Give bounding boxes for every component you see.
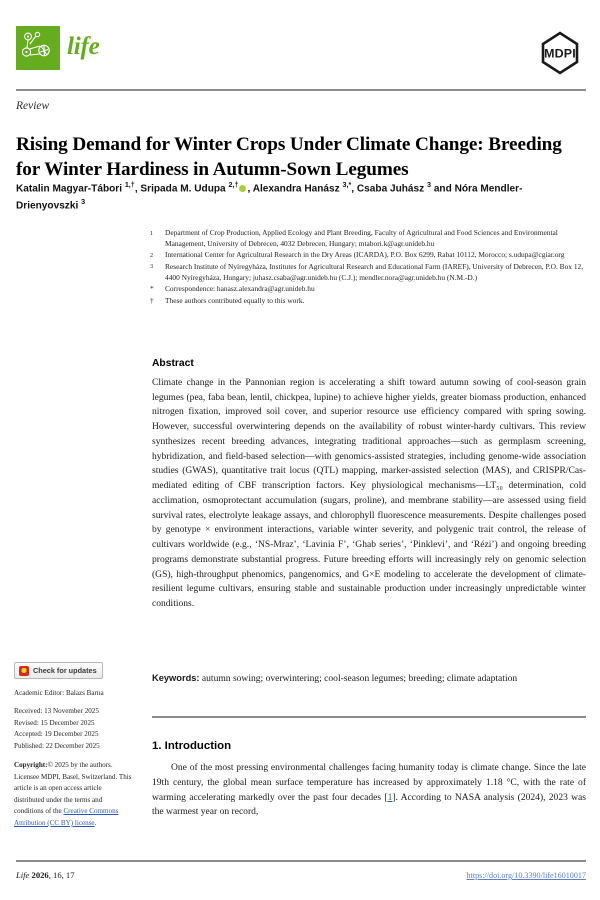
correspondence-item [150, 284, 586, 295]
abstract-section [152, 358, 586, 612]
intro-text-part2: ]. According to NASA analysis (2024), 2023 was the warmest year on record, [152, 791, 586, 818]
masthead [16, 26, 586, 86]
page-title: Rising Demand for Winter Crops Under Climate Change: Breeding for Winter Hardiness in Autumn-Sown Legumes [16, 133, 562, 181]
introduction-paragraph [152, 761, 586, 820]
affiliation-item [150, 262, 586, 284]
life-logo-icon [16, 26, 60, 70]
affiliation-item [150, 250, 586, 261]
affiliation-marker: 2 [150, 251, 154, 259]
affiliation-text: Research Institute of Nyíregyháza, Institutes for Agricultural Research and Educational Farm (IAREF), University of Debrecen, P.O. Box 12, 4400 Nyíregyháza, Hungary; juhasz.csaba@agr.unideb.hu (C.J.); mendler.nora@agr.unideb.hu (N.M.-D.) [165, 261, 584, 282]
journal-logo[interactable] [16, 26, 100, 70]
abstract-heading: Abstract [152, 358, 194, 369]
footer-volume-page: , 16, 17 [48, 870, 75, 880]
affiliation-marker: 1 [150, 229, 154, 237]
citation-link-1[interactable]: 1 [387, 791, 393, 803]
check-for-updates-label: Check for updates [33, 666, 97, 675]
equal-contribution-marker: † [150, 295, 154, 305]
publication-dates [14, 706, 132, 752]
equal-contribution-text: These authors contributed equally to this work. [165, 295, 305, 305]
crossmark-icon [19, 666, 29, 676]
affiliation-marker: 3 [150, 263, 154, 271]
mdpi-logo-icon[interactable] [534, 27, 586, 79]
affiliation-text: Department of Crop Production, Applied Ecology and Plant Breeding, Faculty of Agricultural and Food Sciences and Environmental Management, University of Debrecen, 4032 Debrecen, Hungary; mtabori.k@agr.unideb.hu [165, 228, 558, 248]
date-accepted: Accepted: 19 December 2025 [14, 730, 99, 739]
footer-journal-name: Life [16, 870, 30, 880]
intro-text-part1: One of the most pressing environmental challenges facing humanity today is climate change. Since the late 19th century, the global mean surface temperature has increased by approximately 1.18 °C, with the rate of warming accelerating markedly over the past four decades [ [152, 762, 586, 803]
masthead-divider [16, 89, 586, 91]
author-list: Katalin Magyar-Tábori $^{1,\dagger}$, Sripada M. Udupa $^{2,\dagger}$ , Alexandra Hanász $^{3,*}$, Csaba Juhász $^3$ and Nóra Mendler-Drienyovszki $^3$ [16, 180, 523, 212]
equal-contribution-item [150, 296, 586, 307]
orcid-icon[interactable] [239, 185, 246, 192]
correspondence-text: Correspondence: hanasz.alexandra@agr.unideb.hu [165, 284, 315, 294]
correspondence-marker: * [150, 284, 154, 294]
journal-name: life [67, 32, 100, 60]
doi-link[interactable]: https://doi.org/10.3390/life16010017 [466, 871, 586, 880]
keywords-label: Keywords: [152, 673, 200, 683]
affiliation-list [150, 228, 586, 307]
date-received: Received: 13 November 2025 [14, 707, 99, 716]
section-heading-introduction: 1. Introduction [152, 740, 232, 752]
article-type-label: Review [16, 100, 50, 112]
keywords-divider [152, 716, 586, 718]
copyright-label: Copyright: [14, 761, 48, 770]
footer-divider [16, 860, 586, 862]
date-published: Published: 22 December 2025 [14, 741, 100, 750]
affiliation-item [150, 228, 586, 250]
article-metadata-sidebar [14, 662, 132, 829]
copyright-text: © 2025 by the authors. Licensee MDPI, Basel, Switzerland. This article is an open access article distributed under the terms and conditions of the [14, 761, 132, 816]
academic-editor: Academic Editor: Balazs Barna [14, 689, 104, 697]
check-for-updates-button[interactable] [14, 662, 103, 679]
license-suffix: . [94, 818, 97, 827]
copyright-notice [14, 760, 132, 829]
keywords-values: autumn sowing; overwintering; cool-season legumes; breeding; climate adaptation [201, 673, 518, 684]
footer-year: 2026 [31, 870, 49, 880]
abstract-body: Climate change in the Pannonian region is accelerating a shift toward autumn sowing of cool-season grain legumes (pea, faba bean, lentil, chickpea, lupine) to achieve higher yields, greater biomass production, enhanced nitrogen fixation, improved soil cover, and superior resource use efficiency compared with spring sowing. However, successful overwintering depends on the availability of robust winter-hardy cultivars. This review synthesizes recent breeding advances, integrating traditional approaches—such as germplasm screening, hybridization, and field-based selection—with genomics-assisted strategies, including genome-wide association studies (GWAS), quantitative trait locus (QTL) mapping, marker-assisted selection (MAS), and CRISPR/Cas-mediated editing of CBF transcription factors. Key physiological mechanisms—LT₅₀ determination, cold acclimation, osmoprotectant accumulation (sugars, proline), and membrane stability—are assessed using field survival rates, electrolyte leakage assays, and chlorophyll fluorescence measurements. Despite challenges posed by genotype × environment interactions, variable winter severity, and polygenic trait control, the release of cultivars worldwide (e.g., ‘NS-Mraz’, ‘Lavinia F’, ‘Ghab series’, ‘Pinklevi’, and ‘Rézi’) and ongoing breeding programs demonstrate substantial progress. Future breeding efforts will increasingly rely on genomic selection (GS), high-throughput phenomics, pangenomics, and G×E modeling to accelerate the development of climate-resilient legume cultivars, ensuring stable and sustainable production under increasingly unpredictable winter conditions. [152, 377, 586, 610]
svg-text:MDPI: MDPI [544, 46, 576, 61]
footer-citation [16, 870, 75, 880]
date-revised: Revised: 15 December 2025 [14, 718, 95, 727]
keywords-line [152, 672, 586, 686]
license-link[interactable]: Creative Commons Attribution (CC BY) license [14, 807, 119, 827]
affiliation-text: International Center for Agricultural Research in the Dry Areas (ICARDA), P.O. Box 6299, Rabat 10112, Morocco; s.udupa@cgiar.org [165, 250, 565, 260]
